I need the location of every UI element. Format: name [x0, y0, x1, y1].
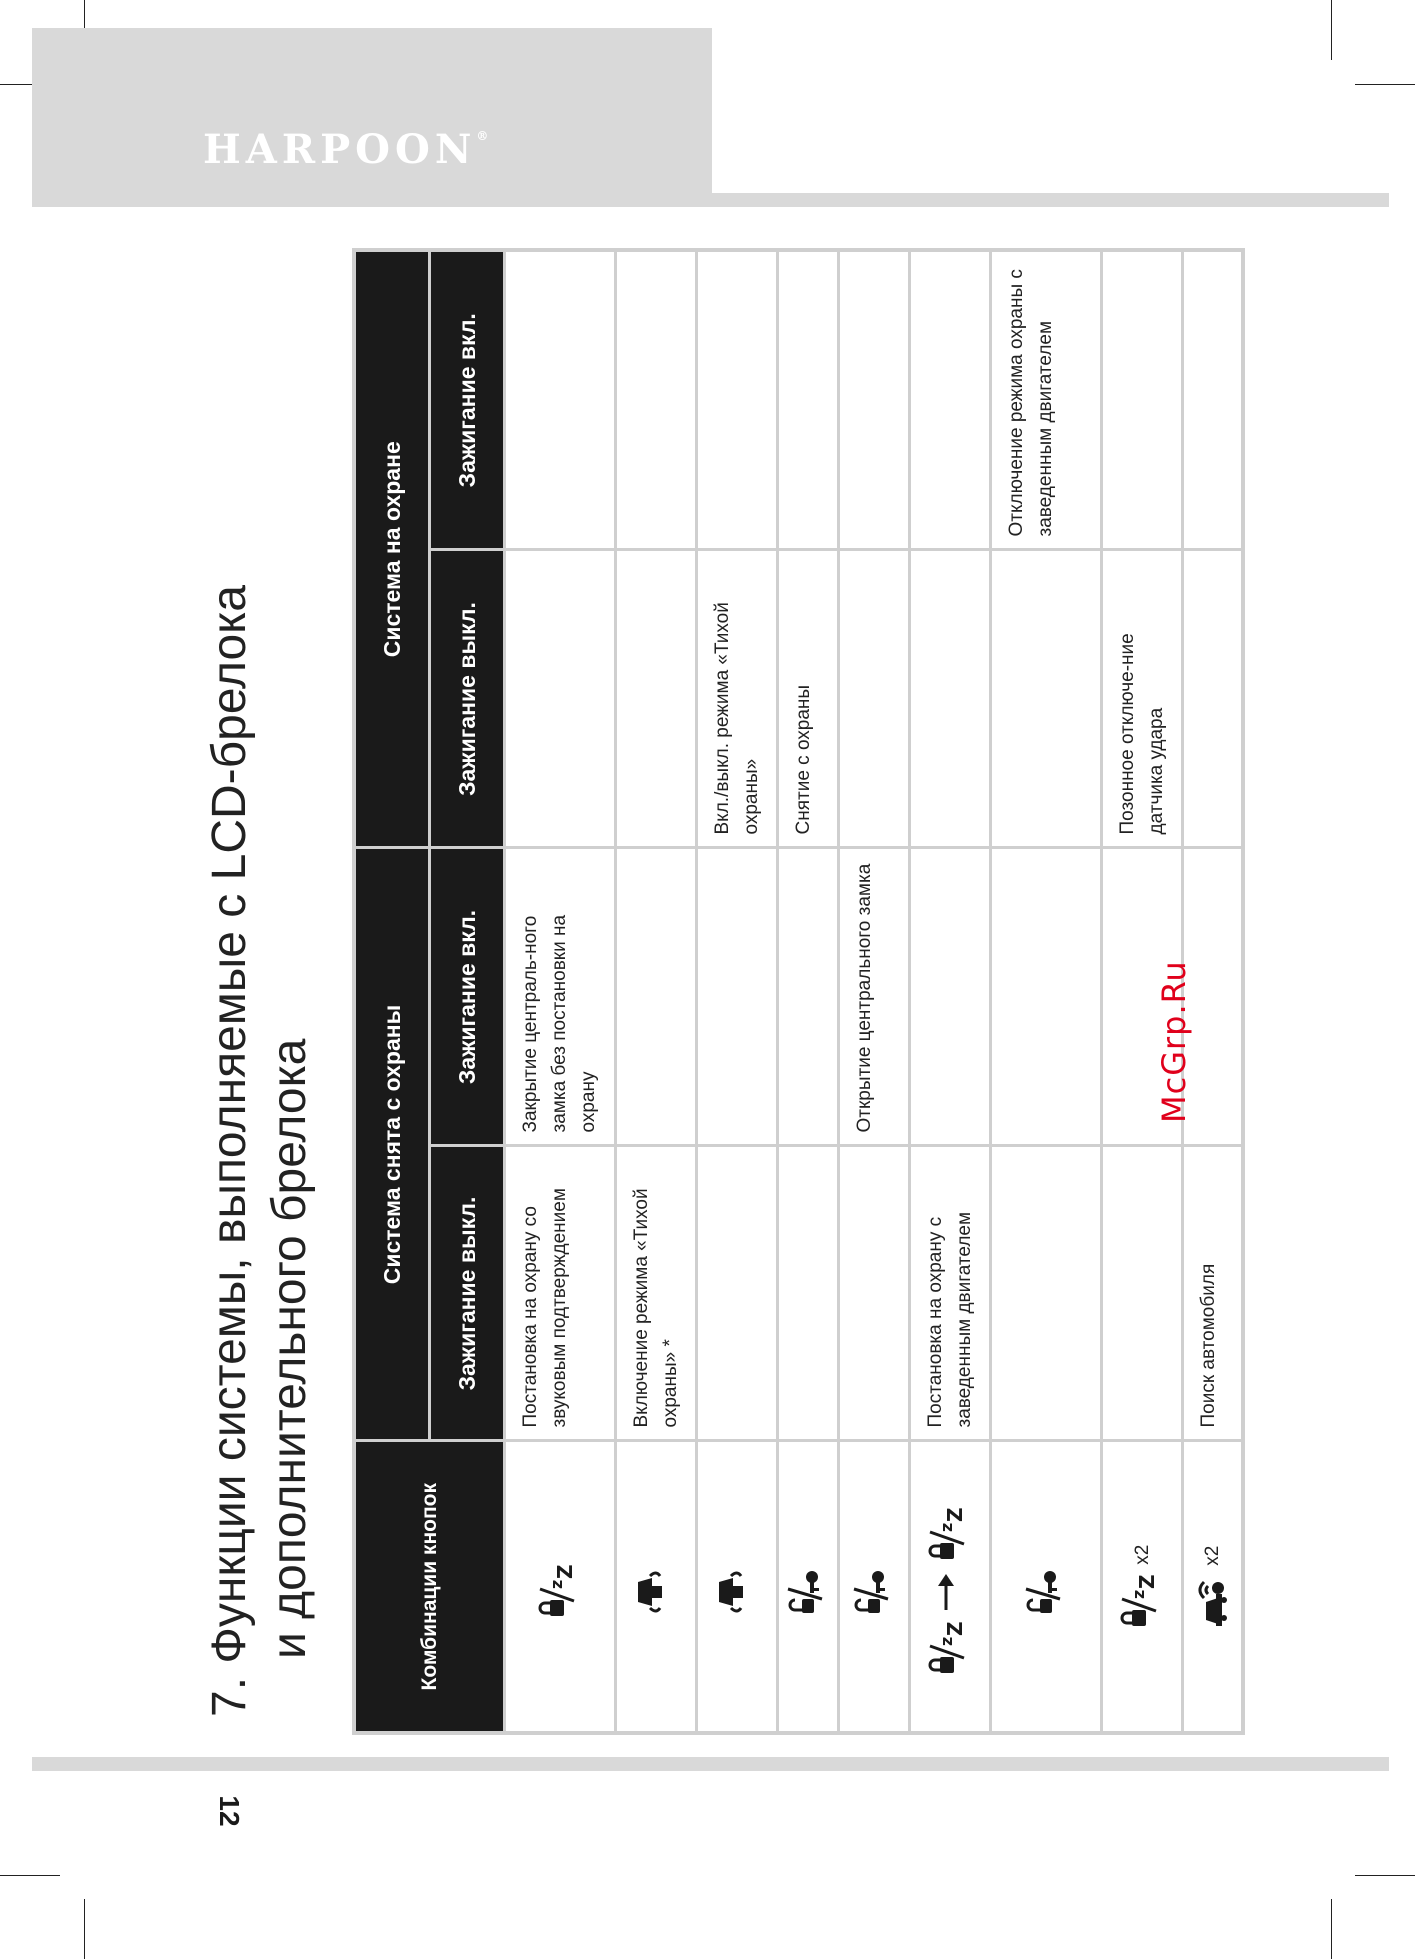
button-combination-cell [1183, 1441, 1244, 1733]
header-system-armed: Система на охране [354, 250, 430, 848]
cell-disarmed-off [991, 1146, 1102, 1441]
cell-disarmed-off [839, 1146, 910, 1441]
cell-armed-off [778, 550, 839, 848]
cell-armed-off [697, 550, 778, 848]
unlock-key-icon [784, 1569, 833, 1615]
cell-armed-on [1183, 250, 1244, 550]
lock-sleep-icon [1118, 1575, 1167, 1629]
silent-mode-icon [713, 1570, 762, 1614]
cell-armed-off [1183, 550, 1244, 848]
cell-armed-on [910, 250, 991, 550]
table-row [839, 250, 910, 1733]
subheader-disarmed-ignition-off: Зажигание выкл. [430, 1146, 505, 1441]
cell-armed-on [1102, 250, 1183, 550]
brand-logo [203, 126, 489, 173]
function-description: Постановка на охрану с заведенным двигателем [925, 1211, 975, 1428]
cell-disarmed-on [505, 848, 616, 1146]
button-combination-cell [910, 1441, 991, 1733]
button-combination [632, 1560, 681, 1614]
function-description: Постановка на охрану со звуковым подтверждением [520, 1188, 570, 1428]
cell-armed-off [616, 550, 697, 848]
table-row [505, 250, 616, 1733]
svg-text:Z: Z [552, 1564, 576, 1579]
cell-armed-on [697, 250, 778, 550]
press-count: x2 [1202, 1545, 1223, 1566]
table-row [616, 250, 697, 1733]
button-combination-cell [1102, 1441, 1183, 1733]
svg-text:z: z [936, 1522, 956, 1532]
button-combination [926, 1498, 975, 1676]
crop-mark [1355, 1875, 1415, 1876]
button-combination-cell [505, 1441, 616, 1733]
function-description: Позонное отключе-ние датчика удара [1117, 633, 1167, 835]
cell-disarmed-off [505, 1146, 616, 1441]
cell-disarmed-off [910, 1146, 991, 1441]
cell-disarmed-on [910, 848, 991, 1146]
svg-text:z: z [1128, 1589, 1148, 1599]
section-title-line2: и дополнительного брелока [263, 1038, 316, 1659]
table-body [505, 250, 1244, 1733]
arrow-right-icon [936, 1572, 965, 1612]
function-description: Вкл./выкл. режима «Тихой охраны» [712, 602, 762, 835]
svg-text:Z: Z [942, 1621, 966, 1636]
cell-disarmed-on [991, 848, 1102, 1146]
section-title [200, 237, 320, 1717]
svg-text:Z: Z [942, 1507, 966, 1522]
crop-mark [1331, 1899, 1332, 1959]
unlock-key-icon [1022, 1569, 1071, 1615]
page-number: 12 [214, 1795, 245, 1827]
function-description: Поиск автомобиля [1198, 1263, 1219, 1428]
crop-mark [1331, 0, 1332, 60]
function-description: Включение режима «Тихой охраны» * [631, 1188, 681, 1428]
cell-disarmed-off [778, 1146, 839, 1441]
table-row [697, 250, 778, 1733]
cell-disarmed-off [1183, 1146, 1244, 1441]
header-rule [32, 193, 1389, 207]
svg-text:z: z [936, 1636, 956, 1646]
button-combination [784, 1559, 833, 1615]
subheader-disarmed-ignition-on: Зажигание вкл. [430, 848, 505, 1146]
crop-mark [0, 1875, 60, 1876]
unlock-key-icon [850, 1569, 899, 1615]
function-description: Открытие центрального замка [854, 863, 875, 1133]
table-row [910, 250, 991, 1733]
silent-mode-icon [632, 1570, 681, 1614]
button-combination [1022, 1559, 1071, 1615]
button-combination [850, 1559, 899, 1615]
lock-sleep-icon [926, 1622, 975, 1676]
cell-armed-on [778, 250, 839, 550]
cell-disarmed-on [839, 848, 910, 1146]
button-combination [536, 1555, 585, 1619]
svg-text:z: z [546, 1579, 566, 1589]
table-head [354, 250, 505, 1733]
cell-disarmed-off [697, 1146, 778, 1441]
header-button-combinations: Комбинации кнопок [354, 1441, 505, 1733]
subheader-armed-ignition-off: Зажигание выкл. [430, 550, 505, 848]
cell-armed-on [616, 250, 697, 550]
cell-disarmed-on [697, 848, 778, 1146]
registered-mark: ® [476, 129, 489, 143]
crop-mark [1355, 84, 1415, 85]
cell-armed-off [505, 550, 616, 848]
button-combination-cell [616, 1441, 697, 1733]
press-count: x2 [1131, 1544, 1153, 1565]
section-title-line1: 7. Функции системы, выполняемые с LCD-брелока [203, 585, 256, 1717]
watermark: McGrp.Ru [1155, 960, 1193, 1123]
lock-sleep-icon [536, 1565, 585, 1619]
header-system-disarmed: Система снята с охраны [354, 848, 430, 1441]
button-combination-cell [778, 1441, 839, 1733]
button-combination-cell [839, 1441, 910, 1733]
table-header-row [354, 250, 430, 1733]
cell-armed-off [839, 550, 910, 848]
cell-disarmed-off [616, 1146, 697, 1441]
cell-armed-off [991, 550, 1102, 848]
cell-armed-off [910, 550, 991, 848]
brand-logo-text: HARPOON [203, 126, 477, 173]
subheader-armed-ignition-on: Зажигание вкл. [430, 250, 505, 550]
button-combination [1118, 1545, 1167, 1629]
cell-disarmed-off [1102, 1146, 1183, 1441]
function-description: Закрытие централь-ного замка без постановки на охрану [520, 914, 599, 1133]
cell-disarmed-on [778, 848, 839, 1146]
cell-armed-on [991, 250, 1102, 550]
button-combination [713, 1560, 762, 1614]
table-row [778, 250, 839, 1733]
cell-armed-off [1102, 550, 1183, 848]
crop-mark [84, 1899, 85, 1959]
cell-armed-on [839, 250, 910, 550]
lock-sleep-icon [926, 1508, 975, 1562]
svg-text:Z: Z [1134, 1574, 1158, 1589]
function-description: Снятие с охраны [793, 684, 814, 835]
button-combination-cell [991, 1441, 1102, 1733]
footer-rule [32, 1757, 1389, 1771]
cell-armed-on [505, 250, 616, 550]
cell-disarmed-on [616, 848, 697, 1146]
button-combination [1188, 1546, 1237, 1628]
functions-table [352, 248, 1245, 1735]
table-row [991, 250, 1102, 1733]
car-search-icon [1188, 1576, 1237, 1628]
rotated-content [200, 220, 1270, 1735]
function-description: Отключение режима охраны с заведенным двигателем [1006, 269, 1056, 537]
button-combination-cell [697, 1441, 778, 1733]
